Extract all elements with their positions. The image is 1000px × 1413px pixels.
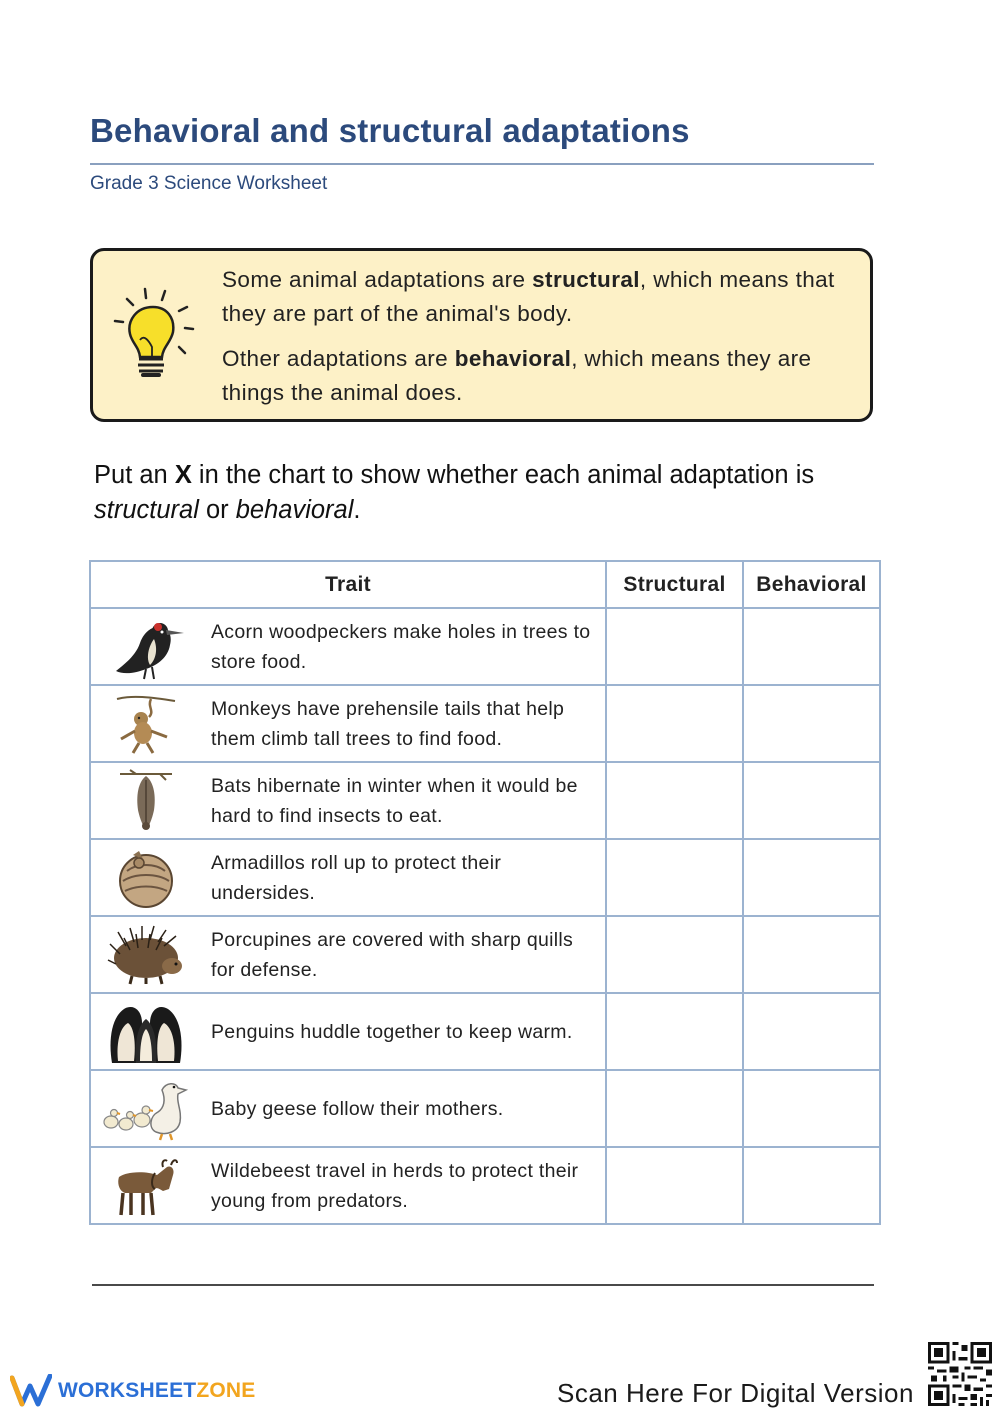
behavioral-answer-cell[interactable]	[743, 1070, 880, 1147]
structural-answer-cell[interactable]	[606, 916, 743, 993]
table-row	[90, 1147, 880, 1224]
info-text	[222, 263, 862, 421]
trait-cell	[90, 1070, 606, 1147]
trait-cell	[90, 762, 606, 839]
table-row	[90, 608, 880, 685]
trait-text: Acorn woodpeckers make holes in trees to store food.	[211, 620, 591, 673]
trait-text: Penguins huddle together to keep warm.	[211, 1020, 573, 1043]
behavioral-answer-cell[interactable]	[743, 685, 880, 762]
trait-text: Bats hibernate in winter when it would be hard to find insects to eat.	[211, 774, 578, 827]
info-box	[90, 248, 873, 422]
behavioral-answer-cell[interactable]	[743, 608, 880, 685]
scan-label: Scan Here For Digital Version	[557, 1378, 914, 1408]
behavioral-definition: Other adaptations are behavioral, which means they are things the animal does.	[222, 346, 812, 405]
structural-term: structural	[532, 267, 640, 292]
behavioral-answer-cell[interactable]	[743, 993, 880, 1070]
trait-text: Monkeys have prehensile tails that help them climb tall trees to find food.	[211, 697, 565, 750]
trait-cell	[90, 1147, 606, 1224]
structural-option: structural	[94, 496, 199, 524]
trait-text: Wildebeest travel in herds to protect their young from predators.	[211, 1159, 579, 1212]
instructions: Put an X in the chart to show whether each animal adaptation is structural or behavioral.	[94, 461, 815, 524]
behavioral-answer-cell[interactable]	[743, 1147, 880, 1224]
penguins-icon	[106, 999, 186, 1065]
bottom-divider	[92, 1284, 874, 1286]
table-row	[90, 685, 880, 762]
porcupine-icon	[106, 924, 186, 986]
x-mark: X	[174, 461, 192, 489]
structural-answer-cell[interactable]	[606, 839, 743, 916]
worksheet-zone-logo-icon	[10, 1374, 52, 1408]
qr-code-icon[interactable]	[928, 1342, 992, 1406]
trait-header: Trait	[90, 561, 606, 608]
structural-definition: Some animal adaptations are structural, which means that they are part of the animal's body.	[222, 267, 835, 326]
wildebeest-icon	[111, 1155, 181, 1217]
behavioral-answer-cell[interactable]	[743, 762, 880, 839]
page-subtitle: Grade 3 Science Worksheet	[90, 173, 328, 194]
structural-answer-cell[interactable]	[606, 762, 743, 839]
geese-icon	[100, 1076, 192, 1142]
structural-answer-cell[interactable]	[606, 608, 743, 685]
table-row	[90, 993, 880, 1070]
behavioral-header: Behavioral	[743, 561, 880, 608]
behavioral-term: behavioral	[454, 346, 572, 371]
monkey-icon	[111, 691, 181, 757]
bat-icon	[116, 768, 176, 834]
behavioral-answer-cell[interactable]	[743, 916, 880, 993]
worksheet-zone-logo[interactable]	[10, 1374, 255, 1408]
trait-text: Baby geese follow their mothers.	[211, 1097, 504, 1120]
lightbulb-icon	[109, 285, 201, 385]
trait-cell	[90, 916, 606, 993]
structural-answer-cell[interactable]	[606, 1070, 743, 1147]
adaptation-chart	[89, 560, 881, 1225]
trait-cell	[90, 608, 606, 685]
table-row	[90, 916, 880, 993]
page-title: Behavioral and structural adaptations	[90, 112, 690, 149]
structural-answer-cell[interactable]	[606, 685, 743, 762]
trait-cell	[90, 685, 606, 762]
structural-answer-cell[interactable]	[606, 1147, 743, 1224]
trait-cell	[90, 839, 606, 916]
structural-answer-cell[interactable]	[606, 993, 743, 1070]
trait-text: Porcupines are covered with sharp quills for defense.	[211, 928, 574, 981]
behavioral-option: behavioral	[235, 496, 354, 524]
header-row	[90, 561, 880, 608]
logo-text: WORKSHEETZONE	[58, 1379, 256, 1402]
table-row	[90, 839, 880, 916]
woodpecker-icon	[106, 613, 186, 681]
structural-header: Structural	[606, 561, 743, 608]
table-row	[90, 1070, 880, 1147]
table-row	[90, 762, 880, 839]
trait-text: Armadillos roll up to protect their undersides.	[211, 851, 502, 904]
trait-cell	[90, 993, 606, 1070]
armadillo-icon	[113, 845, 179, 911]
title-divider	[90, 163, 874, 165]
behavioral-answer-cell[interactable]	[743, 839, 880, 916]
